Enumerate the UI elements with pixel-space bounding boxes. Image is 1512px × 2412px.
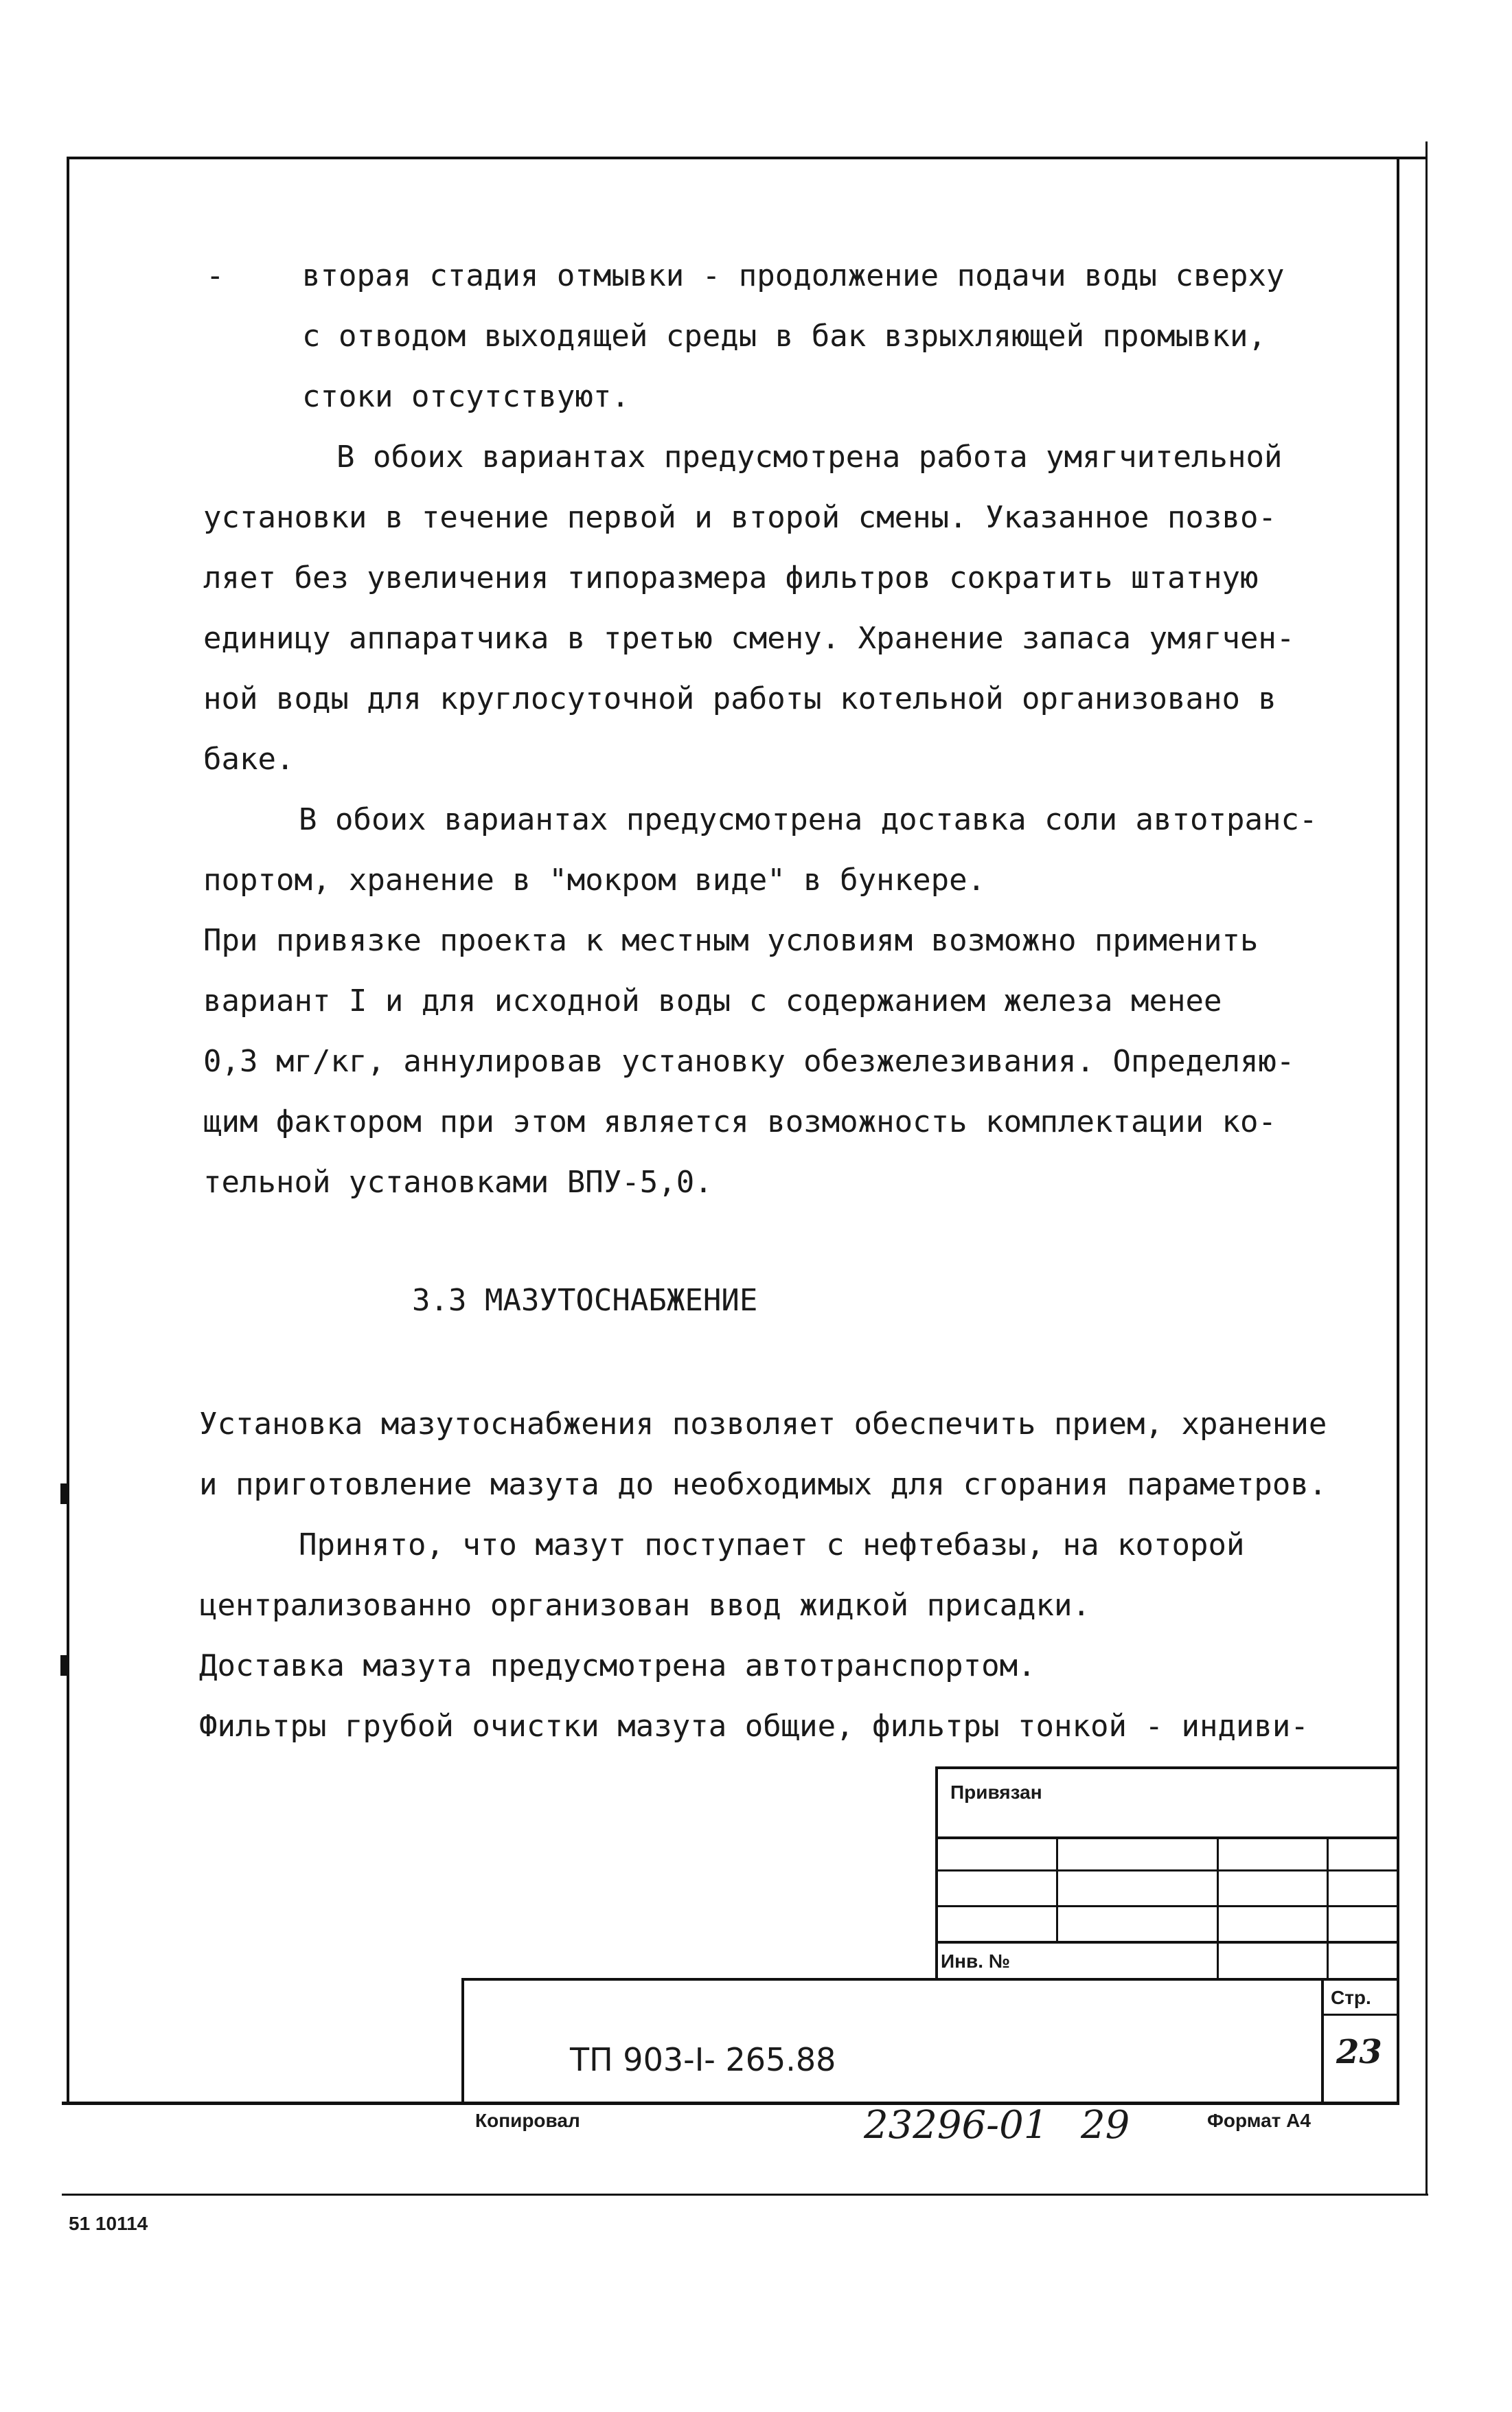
text-line-16: тельной установками ВПУ-5,0. xyxy=(203,1165,713,1200)
text-line-14: 0,3 мг/кг, аннулировав установку обезжелезивания. Определяю- xyxy=(203,1044,1295,1079)
text-line-9: баке. xyxy=(203,742,295,777)
text-line-15: щим фактором при этом является возможность комплектации ко- xyxy=(203,1104,1276,1139)
text-line-17: Установка мазутоснабжения позволяет обеспечить прием, хранение xyxy=(199,1407,1327,1442)
text-line-22: Фильтры грубой очистки мазута общие, фильтры тонкой - индиви- xyxy=(199,1709,1309,1744)
frame-top-line xyxy=(67,157,1428,159)
text-line-2: с отводом выходящей среды в бак взрыхляющей промывки, xyxy=(302,319,1266,354)
stamp-upper-left xyxy=(935,1766,938,1979)
text-line-12: При привязке проекта к местным условиям возможно применить xyxy=(203,923,1259,958)
privyazan-label: Привязан xyxy=(950,1782,1042,1803)
copied-by-label: Копировал xyxy=(475,2110,580,2131)
margin-tick-1 xyxy=(60,1483,69,1504)
text-line-6: ляет без увеличения типоразмера фильтров сократить штатную xyxy=(203,560,1259,595)
margin-tick-2 xyxy=(60,1655,69,1676)
section-heading: 3.3 МАЗУТОСНАБЖЕНИЕ xyxy=(412,1283,758,1318)
stamp-upper-row1 xyxy=(935,1836,1399,1839)
stamp-page-divider xyxy=(1321,2014,1399,2016)
text-line-10: В обоих вариантах предусмотрена доставка соли автотранс- xyxy=(299,802,1318,837)
bullet-dash: - xyxy=(206,258,225,293)
stamp-upper-row2 xyxy=(935,1869,1399,1871)
text-line-13: вариант I и для исходной воды с содержанием железа менее xyxy=(203,983,1222,1019)
text-line-20: централизованно организован ввод жидкой присадки. xyxy=(199,1588,1091,1623)
text-line-4: В обоих вариантах предусмотрена работа умягчительной xyxy=(336,440,1283,475)
stamp-page-col xyxy=(1321,1978,1324,2104)
stamp-upper-row4 xyxy=(935,1941,1399,1944)
doc-code: ТП 903-I- 265.88 xyxy=(570,2041,836,2078)
text-line-1: вторая стадия отмывки - продолжение подачи воды сверху xyxy=(302,258,1285,293)
text-line-19: Принято, что мазут поступает с нефтебазы, на которой xyxy=(299,1527,1245,1562)
text-line-8: ной воды для круглосуточной работы котельной организовано в xyxy=(203,681,1276,716)
stamp-upper-col2 xyxy=(1217,1836,1219,1979)
text-line-7: единицу аппаратчика в третью смену. Хранение запаса умягчен- xyxy=(203,621,1295,656)
stamp-upper-row3 xyxy=(935,1905,1399,1907)
text-line-18: и приготовление мазута до необходимых для сгорания параметров. xyxy=(199,1467,1327,1502)
handwritten-sheet: 29 xyxy=(1081,2103,1130,2148)
stamp-upper-top xyxy=(935,1766,1399,1769)
frame-bottom-line xyxy=(62,2102,1399,2105)
text-line-5: установки в течение первой и второй смены. Указанное позво- xyxy=(203,500,1276,535)
print-code: 51 10114 xyxy=(69,2213,148,2234)
stamp-upper-col3 xyxy=(1327,1836,1329,1979)
inv-no-label: Инв. № xyxy=(941,1950,1011,1972)
format-label: Формат А4 xyxy=(1207,2110,1311,2131)
text-line-21: Доставка мазута предусмотрена автотранспортом. xyxy=(199,1648,1036,1683)
stamp-lower-left xyxy=(461,1978,464,2104)
frame-left-line xyxy=(67,157,69,2104)
stamp-lower-top xyxy=(461,1978,1399,1981)
stamp-upper-col1 xyxy=(1056,1836,1058,1941)
page-label: Стр. xyxy=(1331,1987,1371,2008)
bottom-margin-line xyxy=(62,2194,1428,2196)
text-line-3: стоки отсутствуют. xyxy=(302,379,630,414)
handwritten-number: 23296-01 xyxy=(864,2103,1049,2148)
frame-right-line-outer xyxy=(1425,141,1428,2195)
frame-right-line-inner xyxy=(1397,157,1399,2104)
text-line-11: портом, хранение в "мокром виде" в бункере. xyxy=(203,863,986,898)
page-number: 23 xyxy=(1336,2033,1382,2071)
